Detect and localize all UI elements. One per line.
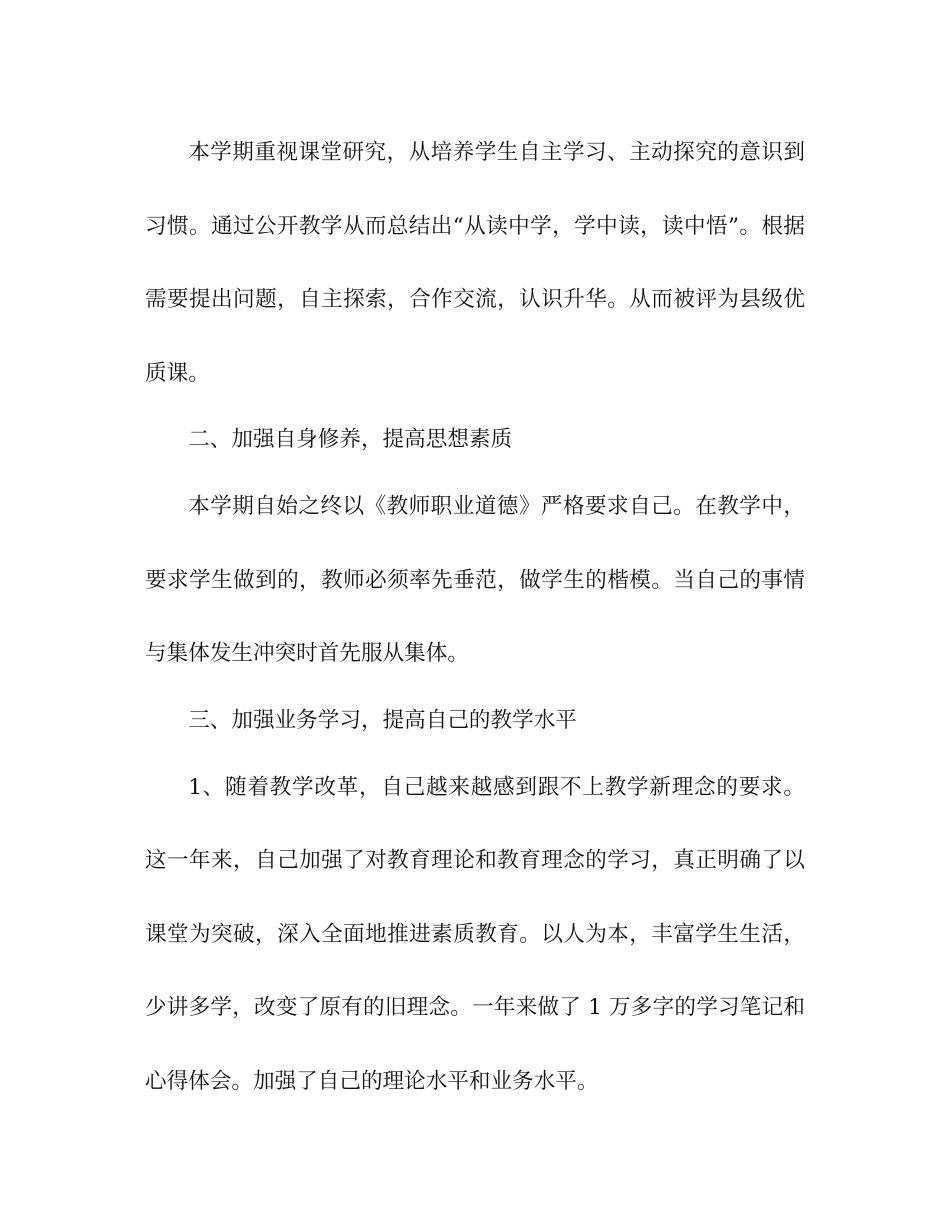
section-heading-self-cultivation: 二、加强自身修养，提高思想素质 [188,427,513,452]
paragraph-teacher-ethics: 本学期自始之终以《教师职业道德》严格要求自己。在教学中，要求学生做到的，教师必须率先垂范，做学生的楷模。当自己的事情与集体发生冲突时首先服从集体。 [145,494,805,666]
section-heading-professional-study: 三、加强业务学习，提高自己的教学水平 [188,707,577,733]
paragraph-classroom-research: 本学期重视课堂研究，从培养学生自主学习、主动探究的意识到习惯。通过公开教学从而总结出“从读中学，学中读，读中悟”。根据需要提出问题，自主探索，合作交流，认识升华。从而被评为县级优质课。 [145,140,805,386]
document-body [145,116,805,1118]
paragraph-teaching-reform: 1、随着教学改革，自己越来越感到跟不上教学新理念的要求。这一年来，自己加强了对教育理论和教育理念的学习，真正明确了以课堂为突破，深入全面地推进素质教育。以人为本，丰富学生生活，少讲多学，改变了原有的旧理念。一年来做了 1 万多字的学习笔记和心得体会。加强了自己的理论水平和业务水平。 [145,774,805,1094]
